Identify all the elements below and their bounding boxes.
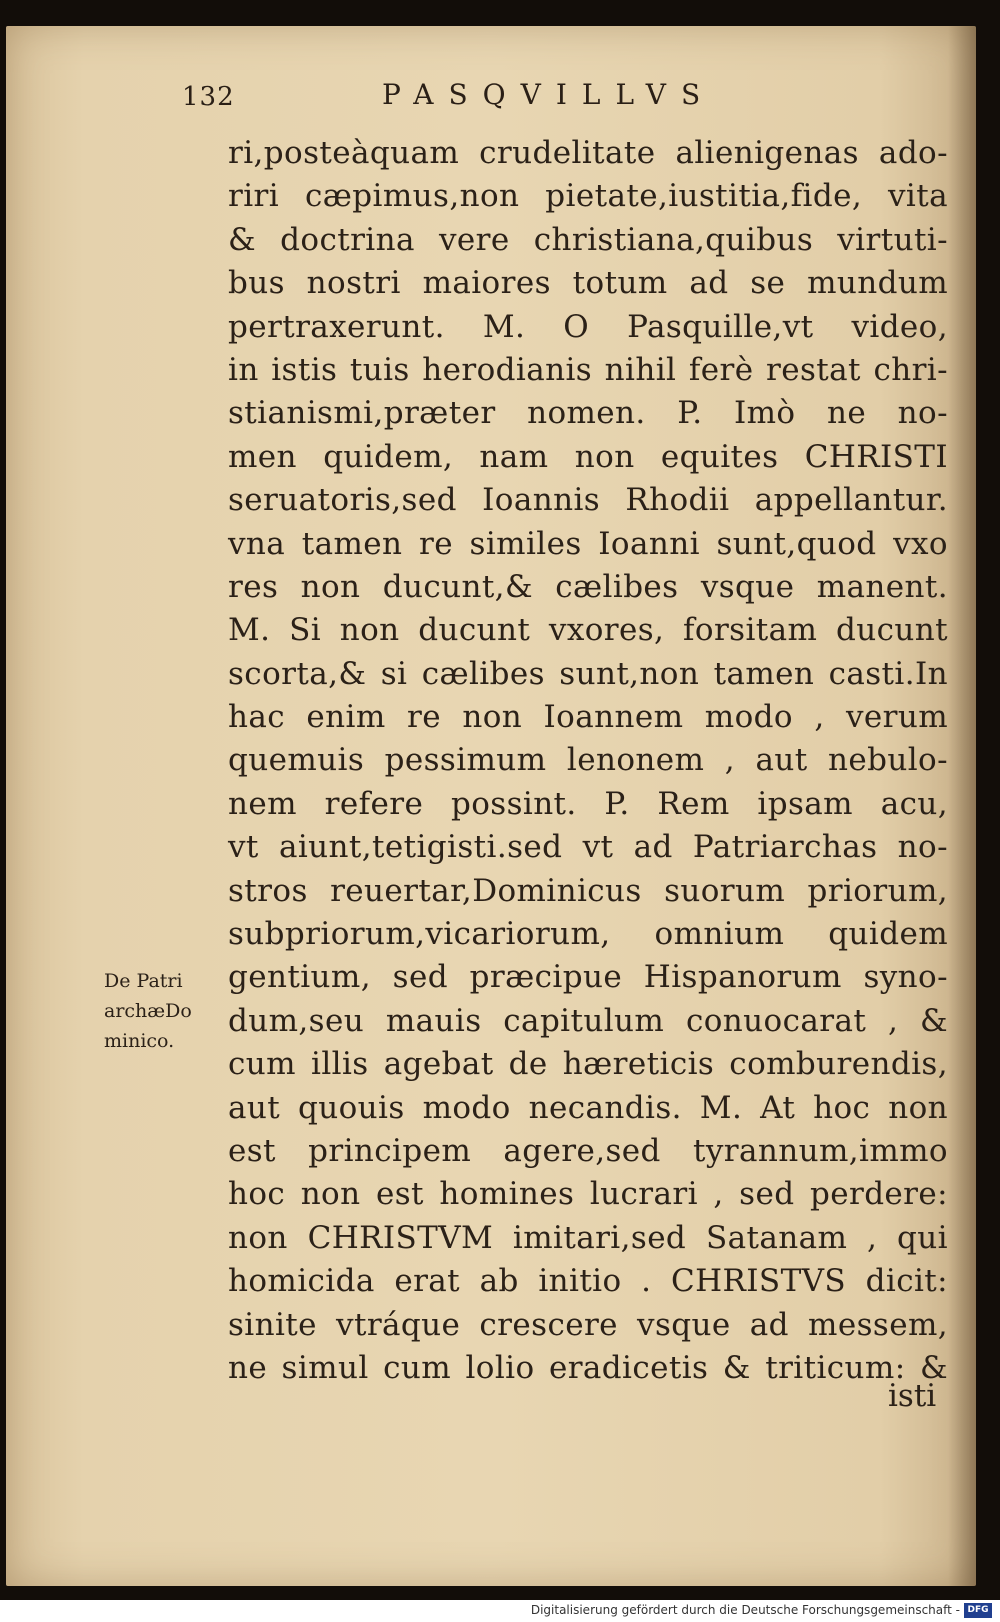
text-line: res non ducunt,& cælibes vsque manent. bbox=[228, 568, 948, 605]
text-line: pertraxerunt. M. O Pasquille,vt video, bbox=[228, 308, 948, 345]
page-header bbox=[0, 78, 1000, 118]
marginal-note-line: minico. bbox=[104, 1030, 175, 1052]
text-line: in istis tuis herodianis nihil ferè restat chri- bbox=[228, 351, 948, 388]
text-line: ne simul cum lolio eradicetis & triticum: & bbox=[228, 1349, 948, 1386]
text-line: riri cæpimus,non pietate,iustitia,fide, vita bbox=[228, 178, 948, 215]
dfg-logo: DFG bbox=[964, 1603, 992, 1618]
footer-credit: Digitalisierung gefördert durch die Deutsche Forschungsgemeinschaft - bbox=[530, 1603, 960, 1617]
marginal-note-line: archæDo bbox=[104, 1000, 192, 1022]
text-line: quemuis pessimum lenonem , aut nebulo- bbox=[228, 742, 948, 779]
text-line: hoc non est homines lucrari , sed perdere: bbox=[228, 1176, 948, 1213]
text-line: est principem agere,sed tyrannum,immo bbox=[228, 1132, 948, 1169]
text-line: seruatoris,sed Ioannis Rhodii appellantur. bbox=[228, 482, 948, 519]
text-line: hac enim re non Ioannem modo , verum bbox=[228, 699, 948, 736]
text-line: homicida erat ab initio . CHRISTVS dicit: bbox=[228, 1263, 948, 1300]
running-head: PASQVILLVS bbox=[382, 78, 716, 111]
text-line: vt aiunt,tetigisti.sed vt ad Patriarchas no- bbox=[228, 829, 948, 866]
text-line: stianismi,præter nomen. P. Imò ne no- bbox=[228, 395, 948, 432]
text-line: vna tamen re similes Ioanni sunt,quod vxo bbox=[228, 525, 948, 562]
marginal-note-line: De Patri bbox=[104, 970, 183, 992]
text-line: M. Si non ducunt vxores, forsitam ducunt bbox=[228, 612, 948, 649]
page-edge-shadow bbox=[948, 26, 976, 1586]
text-line: gentium, sed præcipue Hispanorum syno- bbox=[228, 959, 948, 996]
text-line: nem refere possint. P. Rem ipsam acu, bbox=[228, 785, 948, 822]
catchword: isti bbox=[888, 1378, 937, 1414]
digitization-footer bbox=[0, 1600, 1000, 1622]
text-line: aut quouis modo necandis. M. At hoc non bbox=[228, 1089, 948, 1126]
text-line: non CHRISTVM imitari,sed Satanam , qui bbox=[228, 1219, 948, 1256]
text-line: & doctrina vere christiana,quibus virtuti- bbox=[228, 221, 948, 258]
text-line: sinite vtráque crescere vsque ad messem, bbox=[228, 1306, 948, 1343]
text-line: dum,seu mauis capitulum conuocarat , & bbox=[228, 1002, 948, 1039]
text-line: men quidem, nam non equites CHRISTI bbox=[228, 438, 948, 475]
marginal-note bbox=[104, 966, 220, 1056]
text-line: ri,posteàquam crudelitate alienigenas ado- bbox=[228, 135, 948, 171]
text-line: stros reuertar,Dominicus suorum priorum, bbox=[228, 872, 948, 909]
text-line: scorta,& si cælibes sunt,non tamen casti.In bbox=[228, 655, 948, 692]
body-text bbox=[228, 132, 948, 1390]
text-line: subpriorum,vicariorum, omnium quidem bbox=[228, 916, 948, 953]
text-line: cum illis agebat de hæreticis comburendis, bbox=[228, 1046, 948, 1083]
page-number: 132 bbox=[182, 82, 235, 112]
text-line: bus nostri maiores totum ad se mundum bbox=[228, 265, 948, 302]
